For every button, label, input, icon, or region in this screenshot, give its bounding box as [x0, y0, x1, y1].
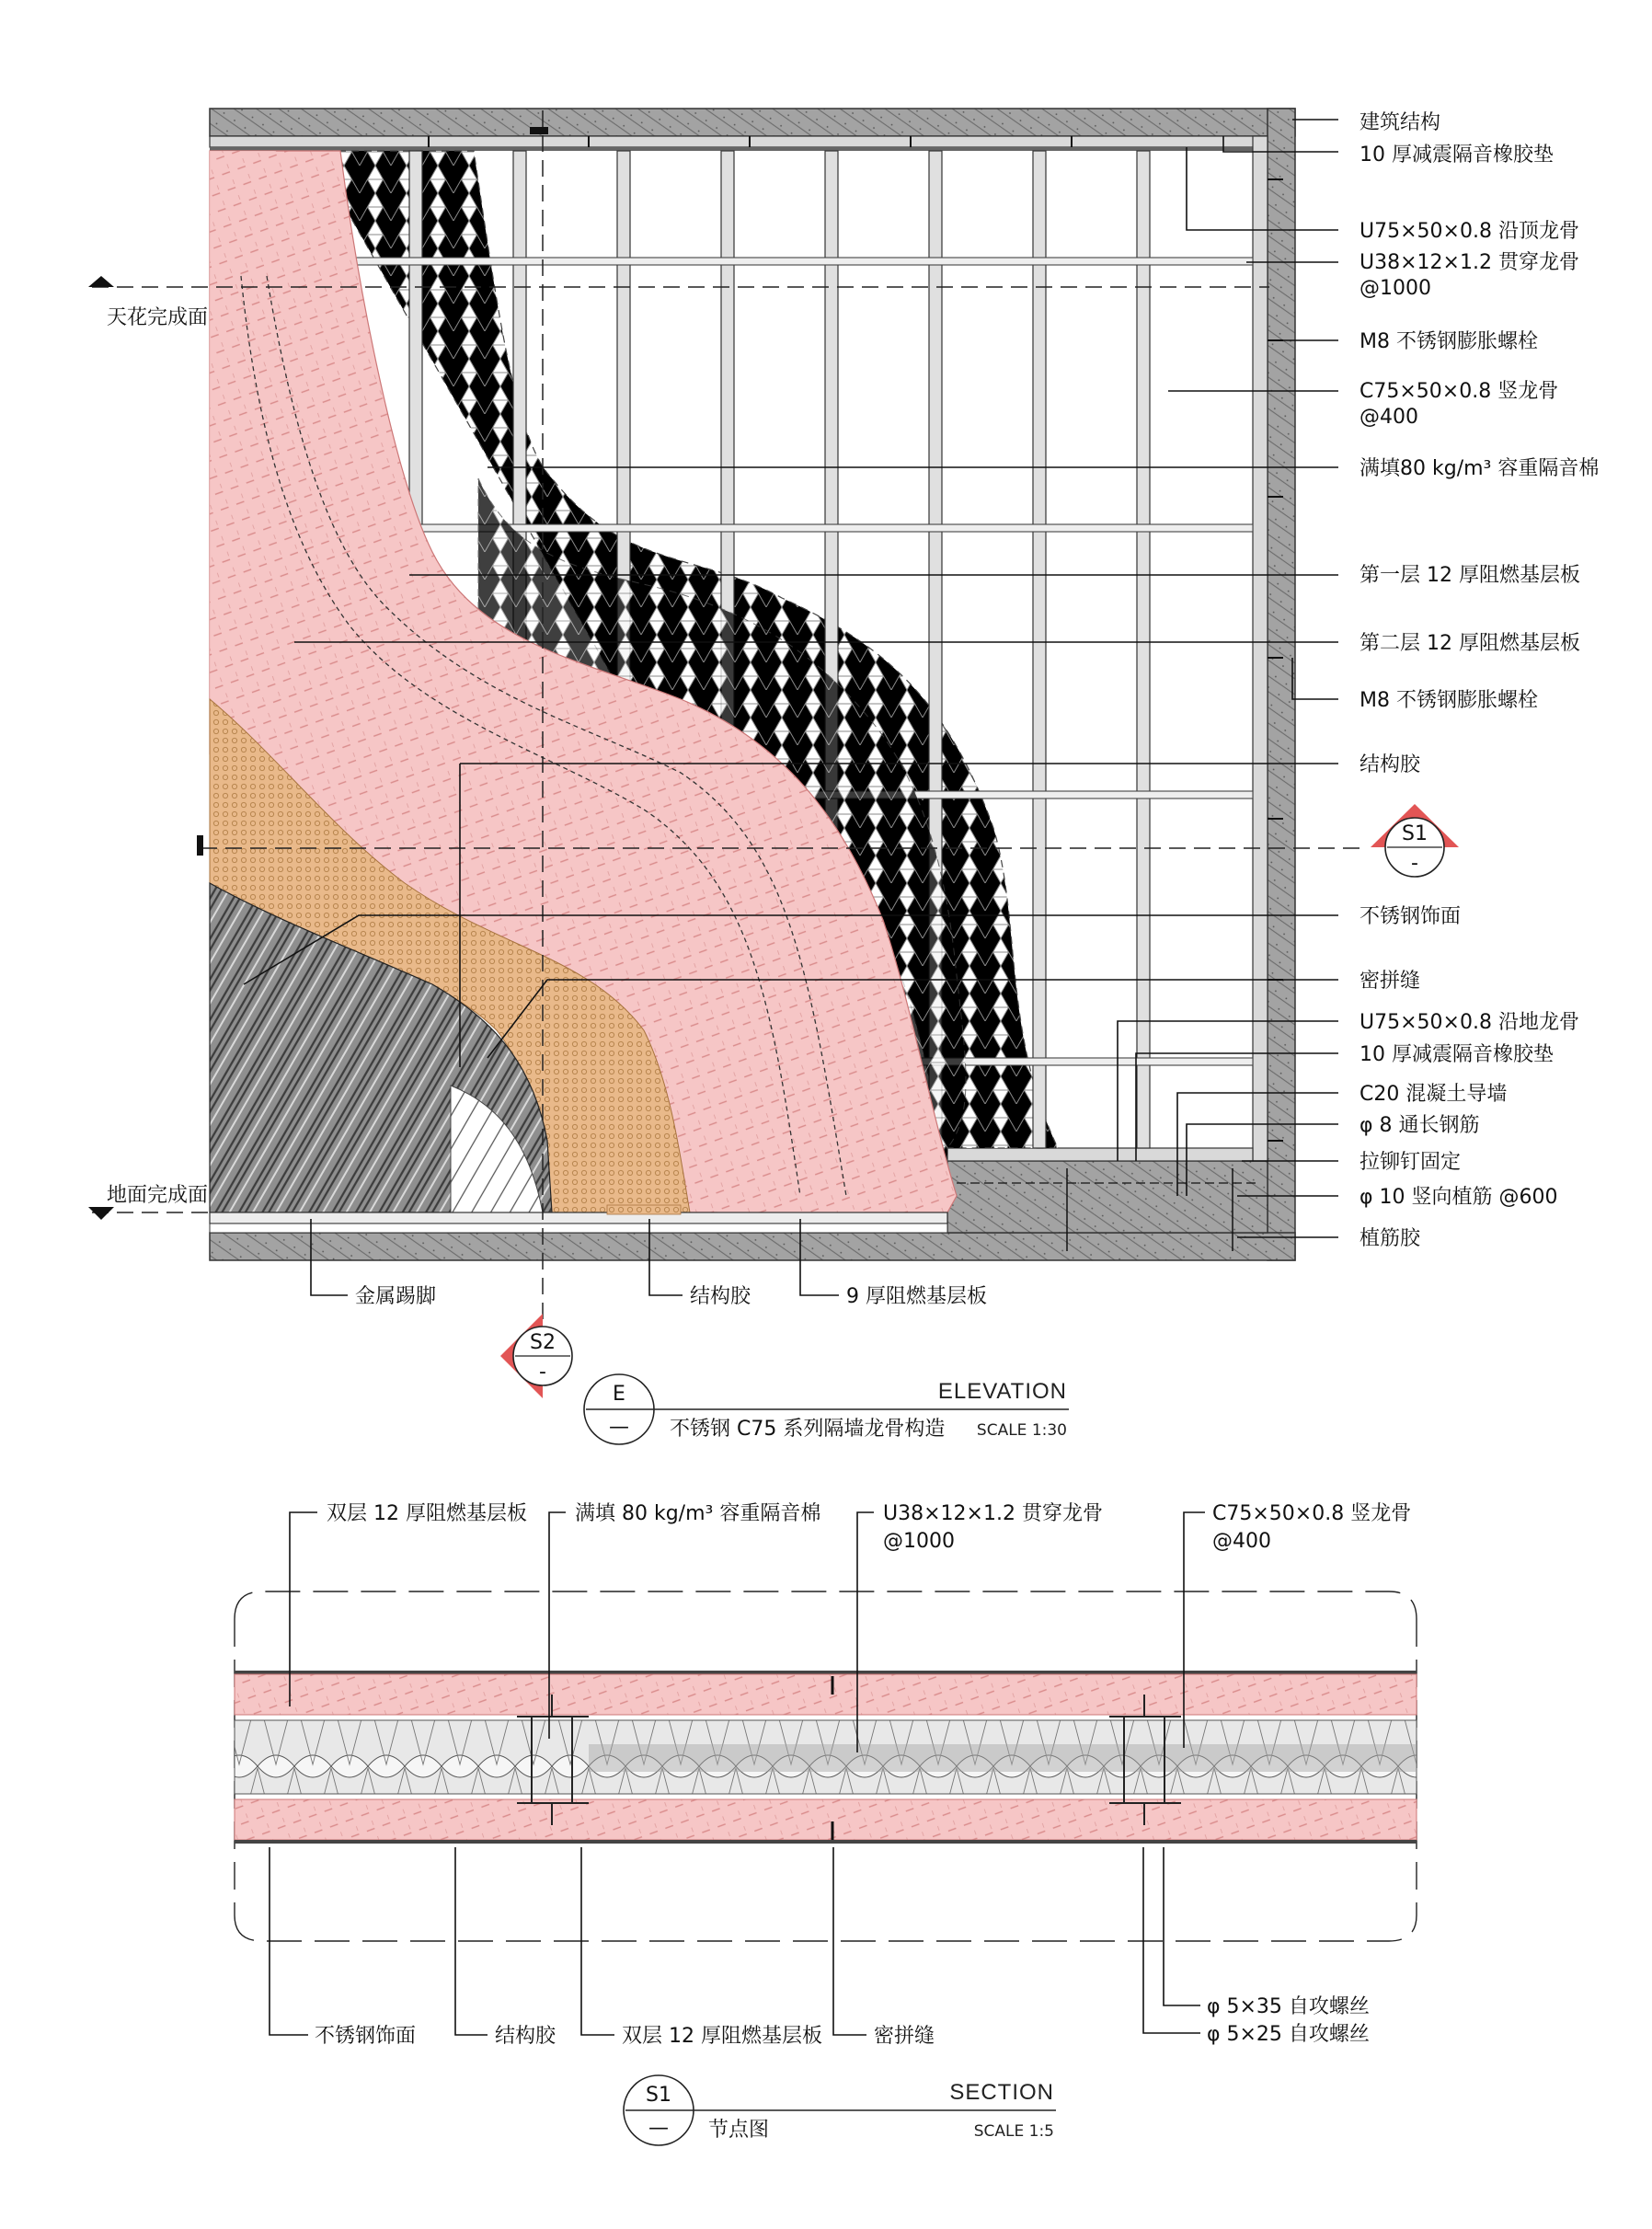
section-drawing [235, 1502, 1417, 2145]
label-cross-channel: U38×12×1.2 贯穿龙骨 [1359, 251, 1579, 274]
label-rebar-8: φ 8 通长钢筋 [1359, 1114, 1480, 1137]
label-cross-channel-spacing-section: @1000 [883, 1530, 955, 1553]
label-stud-section: C75×50×0.8 竖龙骨 [1212, 1502, 1412, 1525]
section-bottom-labels [315, 1995, 1370, 2048]
section-top-labels [327, 1502, 1411, 1553]
label-seam-section: 密拼缝 [874, 2025, 935, 2048]
label-structural-glue: 结构胶 [1359, 753, 1421, 776]
label-stud: C75×50×0.8 竖龙骨 [1359, 380, 1559, 403]
elevation-title-block [584, 1374, 1069, 1444]
label-bottom-track: U75×50×0.8 沿地龙骨 [1359, 1011, 1579, 1034]
skirting-base [210, 1224, 947, 1233]
label-metal-skirting: 金属踢脚 [355, 1285, 437, 1308]
section-insulation-shade [589, 1744, 1417, 1772]
structure-top-slab [210, 109, 1295, 136]
s2-id: S2 [530, 1331, 556, 1354]
label-cross-channel-spacing: @1000 [1359, 277, 1431, 300]
section-callout-dash: — [648, 2117, 669, 2140]
label-building-structure: 建筑结构 [1359, 111, 1441, 134]
label-anchor-bolt-2: M8 不锈钢膨胀螺栓 [1359, 689, 1538, 712]
label-tight-seam: 密拼缝 [1359, 970, 1421, 993]
section-steel-face-top [235, 1671, 1417, 1674]
section-title-tag: SECTION [949, 2080, 1054, 2105]
ceiling-level-label: 天花完成面 [107, 306, 209, 329]
skirting-glue-strip [607, 1205, 681, 1214]
ceiling-level-marker [88, 276, 208, 329]
metal-skirting [210, 1212, 947, 1224]
bottom-track [947, 1148, 1253, 1161]
section-board-bottom [235, 1799, 1417, 1840]
floor-level-label: 地面完成面 [107, 1184, 209, 1207]
label-stud-spacing-section: @400 [1212, 1530, 1271, 1553]
top-track [210, 136, 1268, 147]
label-steel-facing-section: 不锈钢饰面 [315, 2025, 417, 2048]
section-scale: SCALE 1:5 [973, 2122, 1054, 2141]
label-cross-channel-section: U38×12×1.2 贯穿龙骨 [883, 1502, 1103, 1525]
label-steel-facing: 不锈钢饰面 [1359, 905, 1462, 928]
section-title-block [624, 2075, 1056, 2145]
axis-tick [530, 127, 548, 134]
label-rebar-10: φ 10 竖向植筋 @600 [1359, 1186, 1558, 1209]
section-steel-face-bottom [235, 1840, 1417, 1844]
elevation-right-labels [1359, 111, 1599, 1250]
stud [1137, 151, 1150, 1148]
label-9mm-board: 9 厚阻燃基层板 [846, 1285, 987, 1308]
label-board-layer-1: 第一层 12 厚阻燃基层板 [1359, 564, 1580, 587]
section-title: 节点图 [708, 2119, 770, 2142]
label-anchor-glue: 植筋胶 [1359, 1227, 1421, 1250]
right-track [1253, 136, 1268, 1161]
section-mark-s2 [500, 1314, 572, 1398]
section-board-top [235, 1674, 1417, 1715]
structure-right-wall [1268, 109, 1295, 1260]
label-guide-wall: C20 混凝土导墙 [1359, 1083, 1508, 1106]
label-stud-spacing: @400 [1359, 406, 1418, 429]
section-cut-tick [197, 835, 203, 856]
elevation-title: 不锈钢 C75 系列隔墙龙骨构造 [670, 1418, 946, 1441]
label-top-track: U75×50×0.8 沿顶龙骨 [1359, 220, 1579, 243]
label-double-board-bottom: 双层 12 厚阻燃基层板 [622, 2025, 822, 2048]
stud [1033, 151, 1046, 1148]
label-insulation-section: 满填 80 kg/m³ 容重隔音棉 [575, 1502, 821, 1525]
label-anchor-bolt-1: M8 不锈钢膨胀螺栓 [1359, 330, 1538, 353]
label-double-board-top: 双层 12 厚阻燃基层板 [327, 1502, 527, 1525]
concrete-guide-wall [947, 1161, 1268, 1233]
elevation-title-tag: ELEVATION [937, 1379, 1067, 1404]
label-glue-section: 结构胶 [495, 2025, 556, 2048]
section-boundary-bottom [235, 1915, 1417, 1941]
cross-channel [313, 524, 1253, 532]
label-structural-glue-bottom: 结构胶 [690, 1285, 751, 1308]
label-board-layer-2: 第二层 12 厚阻燃基层板 [1359, 632, 1580, 655]
label-insulation: 满填80 kg/m³ 容重隔音棉 [1359, 457, 1600, 480]
label-screw-25: φ 5×25 自攻螺丝 [1207, 2023, 1370, 2046]
elevation-callout-dash: — [609, 1416, 629, 1439]
elevation-drawing [88, 109, 1599, 1444]
elevation-callout-letter: E [613, 1383, 625, 1406]
section-mark-s1 [1371, 804, 1459, 877]
structure-bottom-slab [210, 1233, 1295, 1260]
s2-sub: - [539, 1361, 546, 1384]
section-top-leaders [290, 1512, 1205, 1752]
cross-channel [313, 258, 1253, 265]
label-screw-35: φ 5×35 自攻螺丝 [1207, 1995, 1370, 2018]
floor-level-marker [88, 1184, 208, 1220]
s1-id: S1 [1402, 822, 1428, 845]
elevation-scale: SCALE 1:30 [976, 1421, 1067, 1440]
section-boundary-top [235, 1591, 1417, 1619]
label-rubber-pad-bottom: 10 厚减震隔音橡胶垫 [1359, 1043, 1554, 1066]
section-callout-id: S1 [646, 2084, 671, 2107]
label-rivet: 拉铆钉固定 [1359, 1151, 1462, 1174]
s1-sub: - [1411, 852, 1418, 875]
label-rubber-pad-top: 10 厚减震隔音橡胶垫 [1359, 144, 1554, 167]
